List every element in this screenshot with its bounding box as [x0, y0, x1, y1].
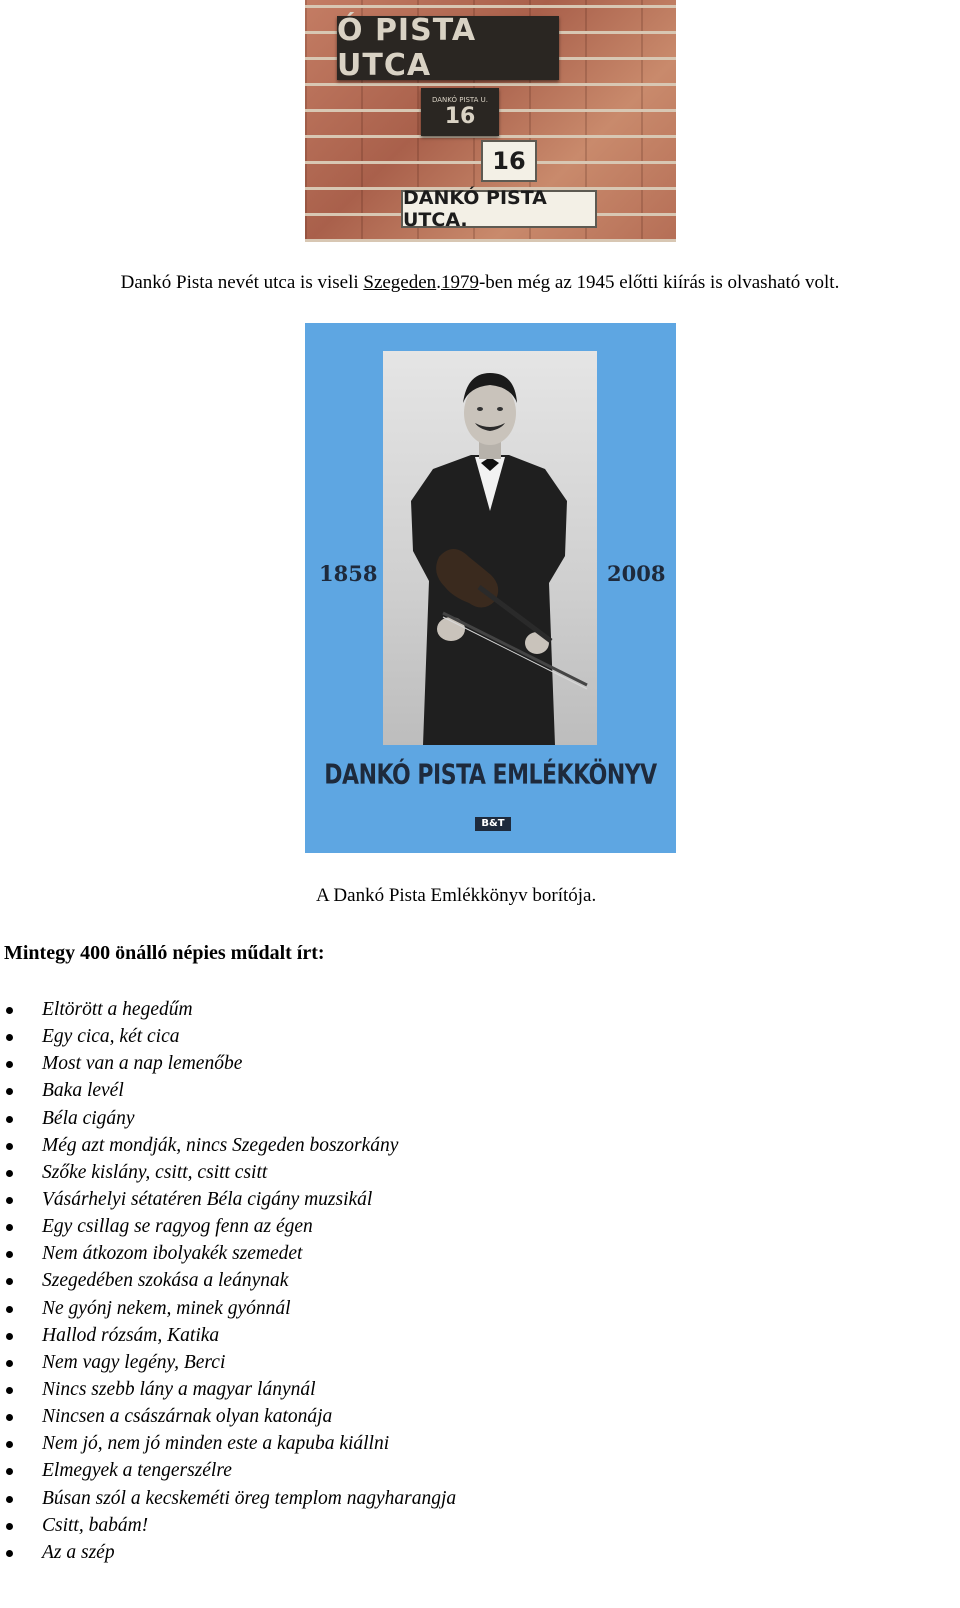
- book-cover-image: [305, 323, 676, 853]
- song-title: Egy csillag se ragyog fenn az égen: [42, 1216, 313, 1238]
- song-title: Nincs szebb lány a magyar lánynál: [42, 1378, 316, 1400]
- list-item: [0, 1486, 456, 1513]
- song-title: Béla cigány: [42, 1107, 135, 1129]
- song-title: Elmegyek a tengerszélre: [42, 1460, 232, 1482]
- song-title: Most van a nap lemenőbe: [42, 1053, 243, 1075]
- book-title: DANKÓ PISTA EMLÉKKÖNYV: [324, 759, 657, 792]
- song-title: Szegedében szokása a leánynak: [42, 1270, 289, 1292]
- bullet-icon: [6, 1061, 13, 1068]
- song-list: [0, 997, 456, 1567]
- bullet-icon: [6, 1224, 13, 1231]
- new-street-sign-text: DANKÓ PISTA UTCA.: [403, 187, 547, 231]
- song-title: Nem jó, nem jó minden este a kapuba kiállni: [42, 1433, 390, 1455]
- song-title: Az a szép: [42, 1541, 115, 1563]
- bullet-icon: [6, 1143, 13, 1150]
- list-item: [0, 1431, 456, 1458]
- list-item: [0, 1078, 456, 1105]
- new-number-sign-text: 16: [492, 147, 526, 175]
- old-street-sign: [337, 13, 559, 83]
- old-street-sign-text: Ó PISTA UTCA: [337, 13, 477, 83]
- list-item: [0, 1296, 456, 1323]
- song-title: Nem vagy legény, Berci: [42, 1351, 226, 1373]
- old-number-sign-small-text: DANKÓ PISTA U.: [431, 95, 489, 104]
- list-item: [0, 1513, 456, 1540]
- list-item: [0, 1268, 456, 1295]
- list-item: [0, 1323, 456, 1350]
- song-title: Eltörött a hegedűm: [42, 999, 193, 1020]
- list-item: [0, 1106, 456, 1133]
- list-item: [0, 1377, 456, 1404]
- list-item: [0, 1160, 456, 1187]
- song-title: Hallod rózsám, Katika: [42, 1324, 220, 1346]
- link-szeged[interactable]: Szegeden: [363, 272, 437, 293]
- bullet-icon: [6, 1333, 13, 1340]
- list-item: [0, 1540, 456, 1567]
- list-item: [0, 1024, 456, 1051]
- song-title: Még azt mondják, nincs Szegeden boszorkány: [42, 1134, 399, 1156]
- bullet-icon: [6, 1251, 13, 1258]
- birth-year: 1858: [319, 561, 378, 586]
- song-title: Búsan szól a kecskeméti öreg templom nagyharangja: [42, 1487, 457, 1509]
- bullet-icon: [6, 1496, 13, 1503]
- list-item: [0, 1214, 456, 1241]
- list-item: [0, 1458, 456, 1485]
- bullet-icon: [6, 1170, 13, 1177]
- bullet-icon: [6, 1034, 13, 1041]
- publisher-logo: B&T: [475, 817, 511, 831]
- list-item: [0, 1241, 456, 1268]
- bullet-icon: [6, 1468, 13, 1475]
- song-title: Baka levél: [42, 1080, 124, 1102]
- bullet-icon: [6, 1523, 13, 1530]
- list-item: [0, 1051, 456, 1078]
- new-number-sign: [481, 140, 537, 182]
- bullet-icon: [6, 1088, 13, 1095]
- song-title: Szőke kislány, csitt, csitt csitt: [42, 1161, 268, 1183]
- song-title: Nincsen a császárnak olyan katonája: [42, 1406, 333, 1428]
- bullet-icon: [6, 1116, 13, 1123]
- song-title: Nem átkozom ibolyakék szemedet: [42, 1243, 303, 1265]
- link-1979[interactable]: 1979: [440, 272, 479, 293]
- old-number-sign: [421, 88, 499, 136]
- list-item: [0, 997, 456, 1024]
- song-title: Csitt, babám!: [42, 1514, 149, 1536]
- song-title: Vásárhelyi sétatéren Béla cigány muzsikál: [42, 1188, 373, 1210]
- caption-text-2: .: [436, 272, 441, 293]
- bullet-icon: [6, 1278, 13, 1285]
- bullet-icon: [6, 1197, 13, 1204]
- list-item: [0, 1133, 456, 1160]
- caption-text-1: Dankó Pista nevét utca is viseli: [120, 272, 364, 293]
- bullet-icon: [6, 1306, 13, 1313]
- list-item: [0, 1350, 456, 1377]
- bullet-icon: [6, 1550, 13, 1557]
- song-title: Ne gyónj nekem, minek gyónnál: [42, 1297, 291, 1319]
- list-item: [0, 1404, 456, 1431]
- song-title: Egy cica, két cica: [42, 1026, 180, 1048]
- street-sign-photo: [305, 0, 676, 242]
- list-item: [0, 1187, 456, 1214]
- book-cover-caption: A Dankó Pista Emlékkönyv borítója.: [316, 885, 597, 906]
- bullet-icon: [6, 1007, 13, 1014]
- bullet-icon: [6, 1441, 13, 1448]
- anniversary-year: 2008: [607, 561, 666, 586]
- new-street-sign: [401, 187, 597, 231]
- section-heading: Mintegy 400 önálló népies műdalt írt:: [4, 942, 325, 964]
- violinist-portrait-illustration: [383, 351, 597, 745]
- bullet-icon: [6, 1414, 13, 1421]
- bullet-icon: [6, 1387, 13, 1394]
- bullet-icon: [6, 1360, 13, 1367]
- street-photo-caption: [0, 270, 960, 296]
- portrait-photo: [383, 351, 597, 745]
- old-number-sign-text: 16: [444, 103, 476, 129]
- caption-text-3: -ben még az 1945 előtti kiírás is olvasható volt.: [478, 272, 840, 293]
